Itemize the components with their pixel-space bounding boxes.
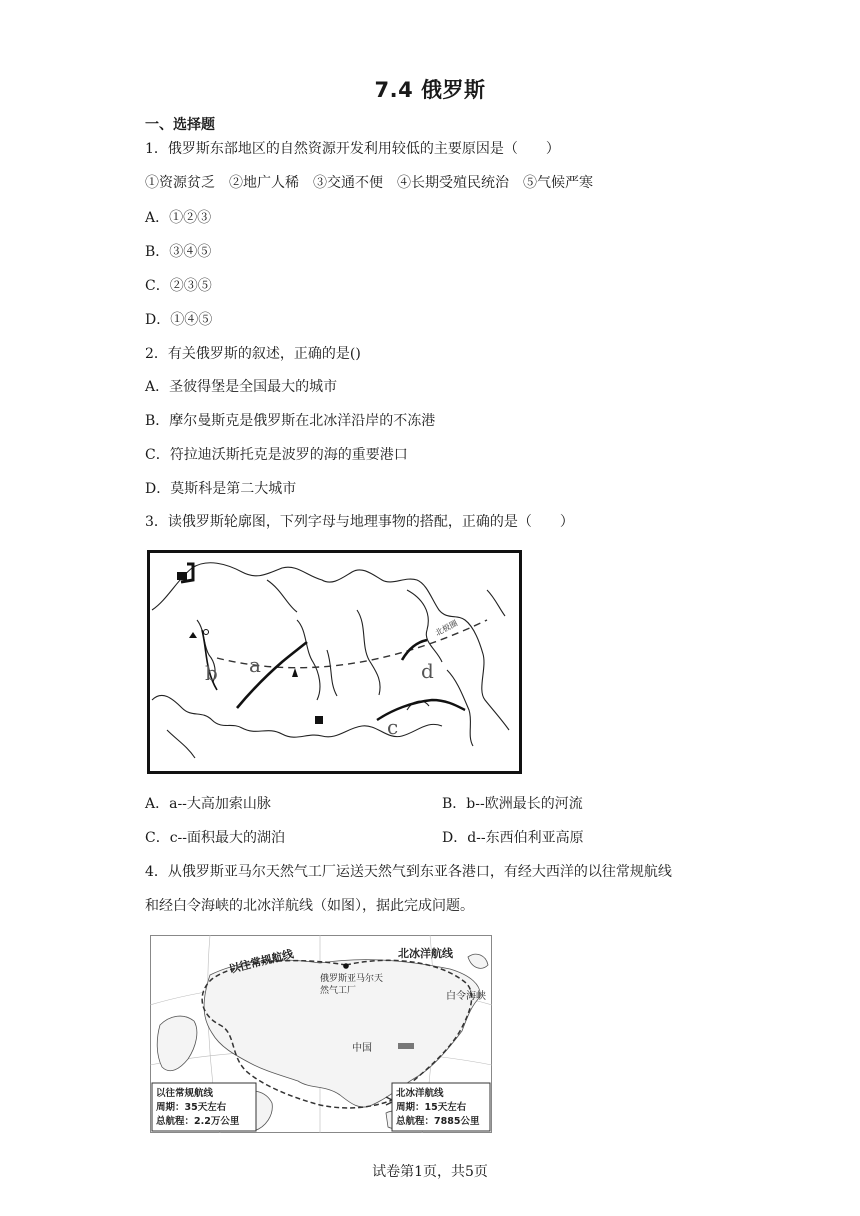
question-1-option-a: A．①②③ — [145, 210, 212, 226]
arctic-circle-label: 北极圈 — [433, 618, 460, 638]
question-3-option-a: A．a--大高加索山脉 — [145, 796, 271, 812]
plant-label-line1: 俄罗斯亚马尔天 — [320, 974, 384, 984]
bering-strait-label: 白令海峡 — [446, 991, 486, 1002]
map-label-c: c — [387, 715, 399, 739]
arctic-box-distance: 总航程：7885公里 — [396, 1116, 480, 1127]
map-label-a: a — [249, 653, 261, 677]
map-label-b: b — [205, 661, 218, 685]
arctic-box-period: 周期：15天左右 — [396, 1102, 467, 1113]
question-3-option-c: C．c--面积最大的湖泊 — [145, 830, 286, 846]
question-4-stem-line2: 和经白令海峡的北冰洋航线（如图），据此完成问题。 — [145, 898, 474, 914]
russia-outline-map — [147, 550, 522, 774]
old-box-distance: 总航程：2.2万公里 — [156, 1116, 240, 1127]
shipping-route-map — [150, 935, 492, 1133]
question-1-stem: 1．俄罗斯东部地区的自然资源开发利用较低的主要原因是（ ） — [145, 141, 560, 157]
question-3-option-d: D．d--东西伯利亚高原 — [442, 830, 584, 846]
old-route-info-box — [152, 1083, 256, 1131]
old-box-title: 以往常规航线 — [156, 1088, 214, 1099]
question-1-items: ①资源贫乏 ②地广人稀 ③交通不便 ④长期受殖民统治 ⑤气候严寒 — [145, 175, 593, 191]
question-4-stem-line1: 4．从俄罗斯亚马尔天然气工厂运送天然气到东亚各港口，有经大西洋的以往常规航线 — [145, 864, 672, 880]
question-2-stem: 2．有关俄罗斯的叙述，正确的是() — [145, 346, 361, 362]
question-1-option-c: C．②③⑤ — [145, 278, 212, 294]
map-label-d: d — [421, 659, 434, 683]
china-label: 中国 — [352, 1043, 372, 1054]
old-route-label: 以往常规航线 — [227, 947, 295, 976]
question-2-option-a: A．圣彼得堡是全国最大的城市 — [145, 379, 338, 395]
old-box-period: 周期：35天左右 — [156, 1102, 227, 1113]
question-1-option-d: D．①④⑤ — [145, 312, 213, 328]
question-2-option-c: C．符拉迪沃斯托克是波罗的海的重要港口 — [145, 447, 408, 463]
question-3-stem: 3．读俄罗斯轮廓图，下列字母与地理事物的搭配，正确的是（ ） — [145, 514, 574, 530]
arctic-route-info-box — [392, 1083, 490, 1131]
page-title: 7.4 俄罗斯 — [374, 78, 486, 102]
question-2-option-d: D．莫斯科是第二大城市 — [145, 481, 297, 497]
question-3-option-b: B．b--欧洲最长的河流 — [442, 796, 583, 812]
section-heading: 一、选择题 — [145, 117, 215, 133]
arctic-box-title: 北冰洋航线 — [396, 1088, 444, 1099]
question-2-option-b: B．摩尔曼斯克是俄罗斯在北冰洋沿岸的不冻港 — [145, 413, 436, 429]
question-1-option-b: B．③④⑤ — [145, 244, 212, 260]
page-footer: 试卷第1页，共5页 — [372, 1164, 488, 1180]
arctic-route-label: 北冰洋航线 — [398, 947, 453, 960]
plant-label-line2: 然气工厂 — [320, 986, 357, 996]
